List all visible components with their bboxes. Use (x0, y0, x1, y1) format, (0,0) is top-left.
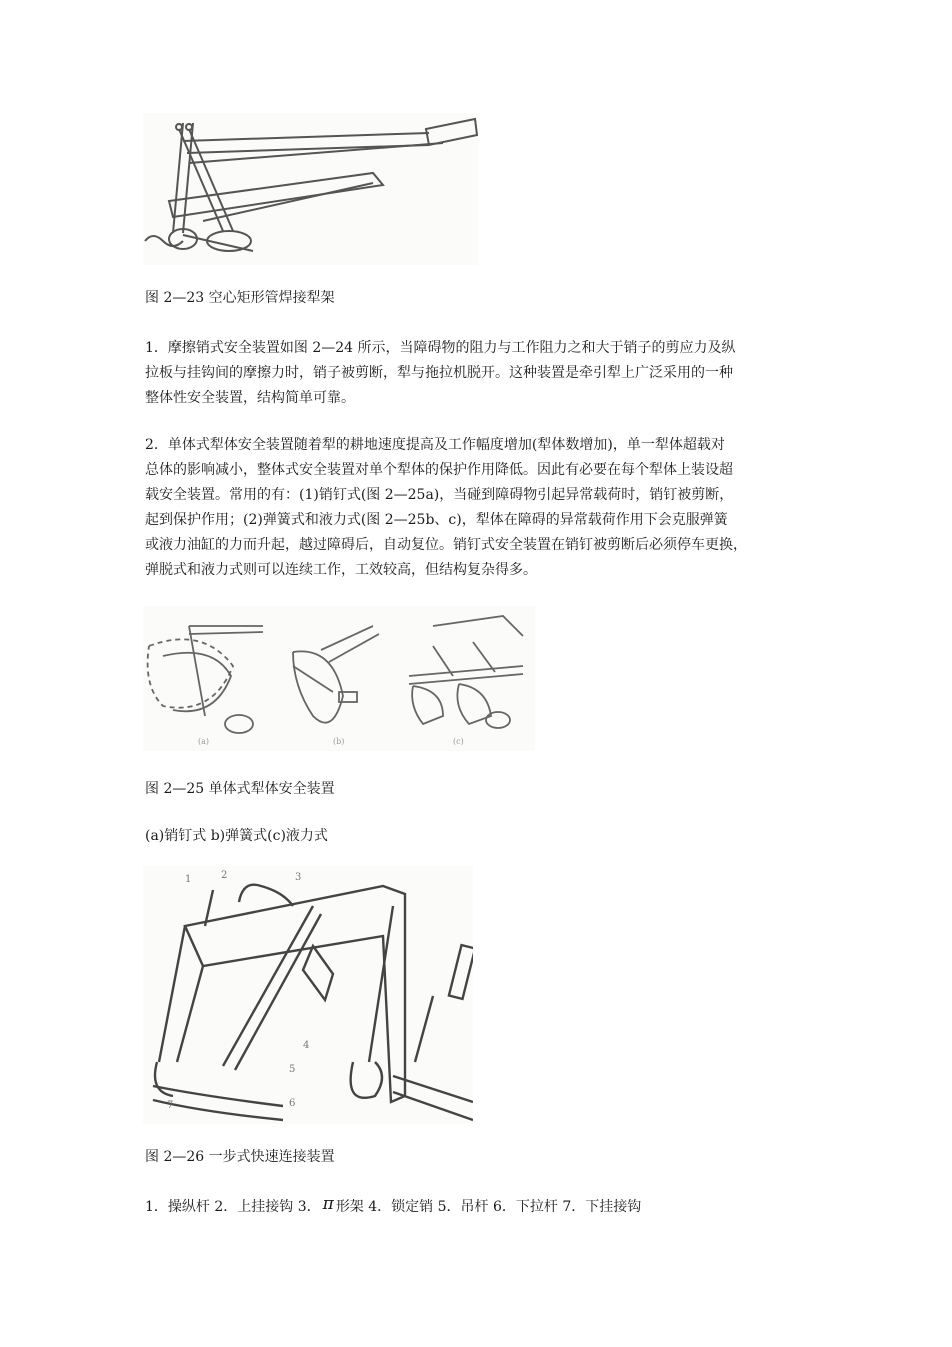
quick-coupler-drawing (143, 866, 473, 1124)
part-number-5: 5 (289, 1064, 296, 1075)
figure-2-26-caption: 图 2—26 一步式快速连接装置 (145, 1149, 335, 1165)
figure-2-26-legend (145, 1192, 641, 1220)
part-number-4: 4 (303, 1040, 310, 1051)
sub-label-c: (c) (453, 737, 464, 746)
sub-label-b: (b) (333, 737, 345, 746)
legend-text-before-pi: 1．操纵杆 2．上挂接钩 3． (145, 1199, 321, 1215)
paragraph-line: 弹脱式和液力式则可以连续工作，工效较高，但结构复杂得多。 (145, 562, 537, 578)
figure-2-26-image (143, 866, 473, 1124)
plow-frame-drawing (143, 113, 478, 265)
paragraph-line: 拉板与挂钩间的摩擦力时，销子被剪断，犁与拖拉机脱开。这种装置是牵引犁上广泛采用的一种 (145, 365, 733, 381)
legend-text-after-pi: 形架 4．锁定销 5．吊杆 6．下拉杆 7．下挂接钩 (335, 1199, 642, 1215)
figure-2-23-caption: 图 2—23 空心矩形管焊接犁架 (145, 290, 335, 306)
part-number-1: 1 (185, 874, 192, 885)
figure-2-25-caption: 图 2—25 单体式犁体安全装置 (145, 781, 335, 797)
figure-2-25-legend: (a)销钉式 b)弹簧式(c)液力式 (145, 828, 328, 844)
paragraph-line: 或液力油缸的力而升起，越过障碍后，自动复位。销钉式安全装置在销钉被剪断后必须停车更换， (145, 537, 747, 553)
paragraph-line: 2．单体式犁体安全装置随着犁的耕地速度提高及工作幅度增加(犁体数增加)，单一犁体超载对 (145, 437, 725, 453)
paragraph-line: 1．摩擦销式安全装置如图 2—24 所示，当障碍物的阻力与工作阻力之和大于销子的剪应力及纵 (145, 340, 736, 356)
paragraph-line: 起到保护作用；(2)弹簧式和液力式(图 2—25b、c)，犁体在障碍的异常载荷作用下会克服弹簧 (145, 512, 728, 528)
part-number-3: 3 (295, 872, 302, 883)
plow-safety-devices-drawing (143, 606, 535, 751)
part-number-7: 7 (167, 1100, 174, 1111)
paragraph-line: 总体的影响减小，整体式安全装置对单个犁体的保护作用降低。因此有必要在每个犁体上装设超 (145, 462, 733, 478)
part-number-2: 2 (221, 870, 228, 881)
part-number-6: 6 (289, 1098, 296, 1109)
figure-2-25-image (143, 606, 535, 751)
paragraph-line: 整体性安全装置，结构简单可靠。 (145, 390, 355, 406)
paragraph-2 (145, 433, 810, 583)
pi-symbol: π (322, 1194, 334, 1214)
paragraph-line: 载安全装置。常用的有：(1)销钉式(图 2—25a)，当碰到障碍物引起异常载荷时，销钉被剪断， (145, 487, 734, 503)
sub-label-a: (a) (198, 737, 210, 746)
paragraph-1 (145, 336, 810, 411)
figure-2-23-image (143, 113, 478, 265)
